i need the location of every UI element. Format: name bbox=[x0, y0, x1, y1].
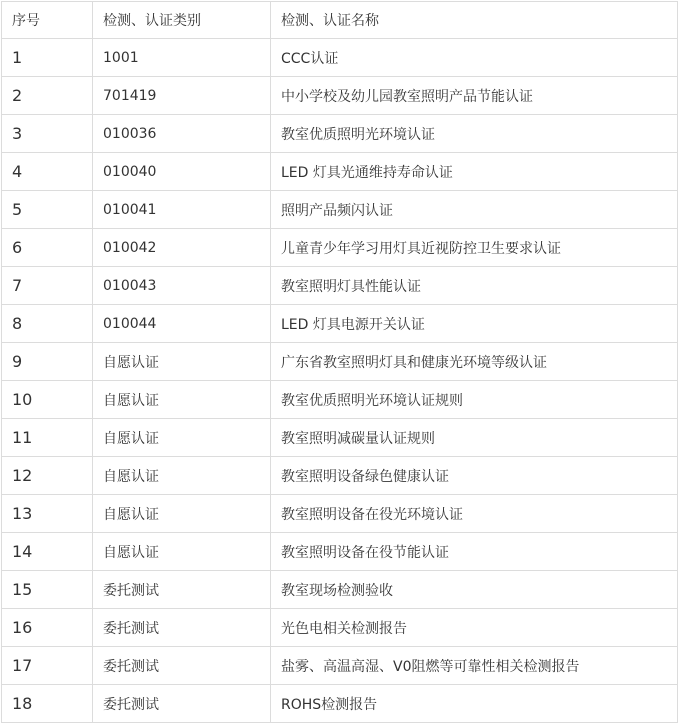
cell-name: CCC认证 bbox=[271, 39, 678, 77]
cell-index: 18 bbox=[2, 685, 93, 723]
cell-name: 教室照明减碳量认证规则 bbox=[271, 419, 678, 457]
cell-index: 12 bbox=[2, 457, 93, 495]
cell-category: 010042 bbox=[93, 229, 271, 267]
cell-category: 委托测试 bbox=[93, 647, 271, 685]
cell-name: ROHS检测报告 bbox=[271, 685, 678, 723]
cell-category: 自愿认证 bbox=[93, 533, 271, 571]
table-row bbox=[2, 191, 678, 229]
cell-category: 701419 bbox=[93, 77, 271, 115]
cell-name: 光色电相关检测报告 bbox=[271, 609, 678, 647]
table-row bbox=[2, 381, 678, 419]
cell-name: 中小学校及幼儿园教室照明产品节能认证 bbox=[271, 77, 678, 115]
cell-index: 9 bbox=[2, 343, 93, 381]
cell-category: 委托测试 bbox=[93, 609, 271, 647]
table-row bbox=[2, 77, 678, 115]
cell-name: 盐雾、高温高湿、V0阻燃等可靠性相关检测报告 bbox=[271, 647, 678, 685]
cell-name: 教室优质照明光环境认证 bbox=[271, 115, 678, 153]
cell-name: 儿童青少年学习用灯具近视防控卫生要求认证 bbox=[271, 229, 678, 267]
header-name: 检测、认证名称 bbox=[271, 2, 678, 39]
table-row bbox=[2, 419, 678, 457]
table-row bbox=[2, 609, 678, 647]
cell-index: 1 bbox=[2, 39, 93, 77]
cell-name: LED 灯具电源开关认证 bbox=[271, 305, 678, 343]
cell-index: 16 bbox=[2, 609, 93, 647]
table-row bbox=[2, 533, 678, 571]
table-row bbox=[2, 457, 678, 495]
cell-category: 自愿认证 bbox=[93, 419, 271, 457]
table-body bbox=[2, 39, 678, 723]
table-row bbox=[2, 115, 678, 153]
cell-category: 010041 bbox=[93, 191, 271, 229]
cell-name: 教室照明设备在役光环境认证 bbox=[271, 495, 678, 533]
cell-category: 自愿认证 bbox=[93, 381, 271, 419]
cell-index: 7 bbox=[2, 267, 93, 305]
table-row bbox=[2, 647, 678, 685]
certification-table bbox=[1, 1, 678, 723]
cell-name: 教室照明设备绿色健康认证 bbox=[271, 457, 678, 495]
header-category: 检测、认证类别 bbox=[93, 2, 271, 39]
table-row bbox=[2, 685, 678, 723]
cell-index: 5 bbox=[2, 191, 93, 229]
cell-index: 14 bbox=[2, 533, 93, 571]
cell-index: 17 bbox=[2, 647, 93, 685]
table-row bbox=[2, 153, 678, 191]
cell-name: 教室优质照明光环境认证规则 bbox=[271, 381, 678, 419]
table-header bbox=[2, 2, 678, 39]
cell-index: 11 bbox=[2, 419, 93, 457]
table-row bbox=[2, 495, 678, 533]
table-row bbox=[2, 305, 678, 343]
cell-index: 15 bbox=[2, 571, 93, 609]
cell-category: 010043 bbox=[93, 267, 271, 305]
table-row bbox=[2, 571, 678, 609]
table-row bbox=[2, 343, 678, 381]
cell-name: 照明产品频闪认证 bbox=[271, 191, 678, 229]
cell-index: 10 bbox=[2, 381, 93, 419]
cell-category: 委托测试 bbox=[93, 685, 271, 723]
table-row bbox=[2, 267, 678, 305]
table-row bbox=[2, 39, 678, 77]
cell-category: 自愿认证 bbox=[93, 495, 271, 533]
cell-category: 自愿认证 bbox=[93, 343, 271, 381]
cell-index: 8 bbox=[2, 305, 93, 343]
cell-category: 委托测试 bbox=[93, 571, 271, 609]
cell-index: 4 bbox=[2, 153, 93, 191]
header-row bbox=[2, 2, 678, 39]
cell-name: 广东省教室照明灯具和健康光环境等级认证 bbox=[271, 343, 678, 381]
cell-category: 010036 bbox=[93, 115, 271, 153]
cell-category: 1001 bbox=[93, 39, 271, 77]
cell-index: 2 bbox=[2, 77, 93, 115]
cell-index: 3 bbox=[2, 115, 93, 153]
cell-category: 自愿认证 bbox=[93, 457, 271, 495]
cell-name: 教室照明灯具性能认证 bbox=[271, 267, 678, 305]
cell-name: 教室照明设备在役节能认证 bbox=[271, 533, 678, 571]
table-row bbox=[2, 229, 678, 267]
header-index: 序号 bbox=[2, 2, 93, 39]
cell-name: 教室现场检测验收 bbox=[271, 571, 678, 609]
cell-index: 6 bbox=[2, 229, 93, 267]
cell-category: 010044 bbox=[93, 305, 271, 343]
cell-category: 010040 bbox=[93, 153, 271, 191]
cell-name: LED 灯具光通维持寿命认证 bbox=[271, 153, 678, 191]
cell-index: 13 bbox=[2, 495, 93, 533]
